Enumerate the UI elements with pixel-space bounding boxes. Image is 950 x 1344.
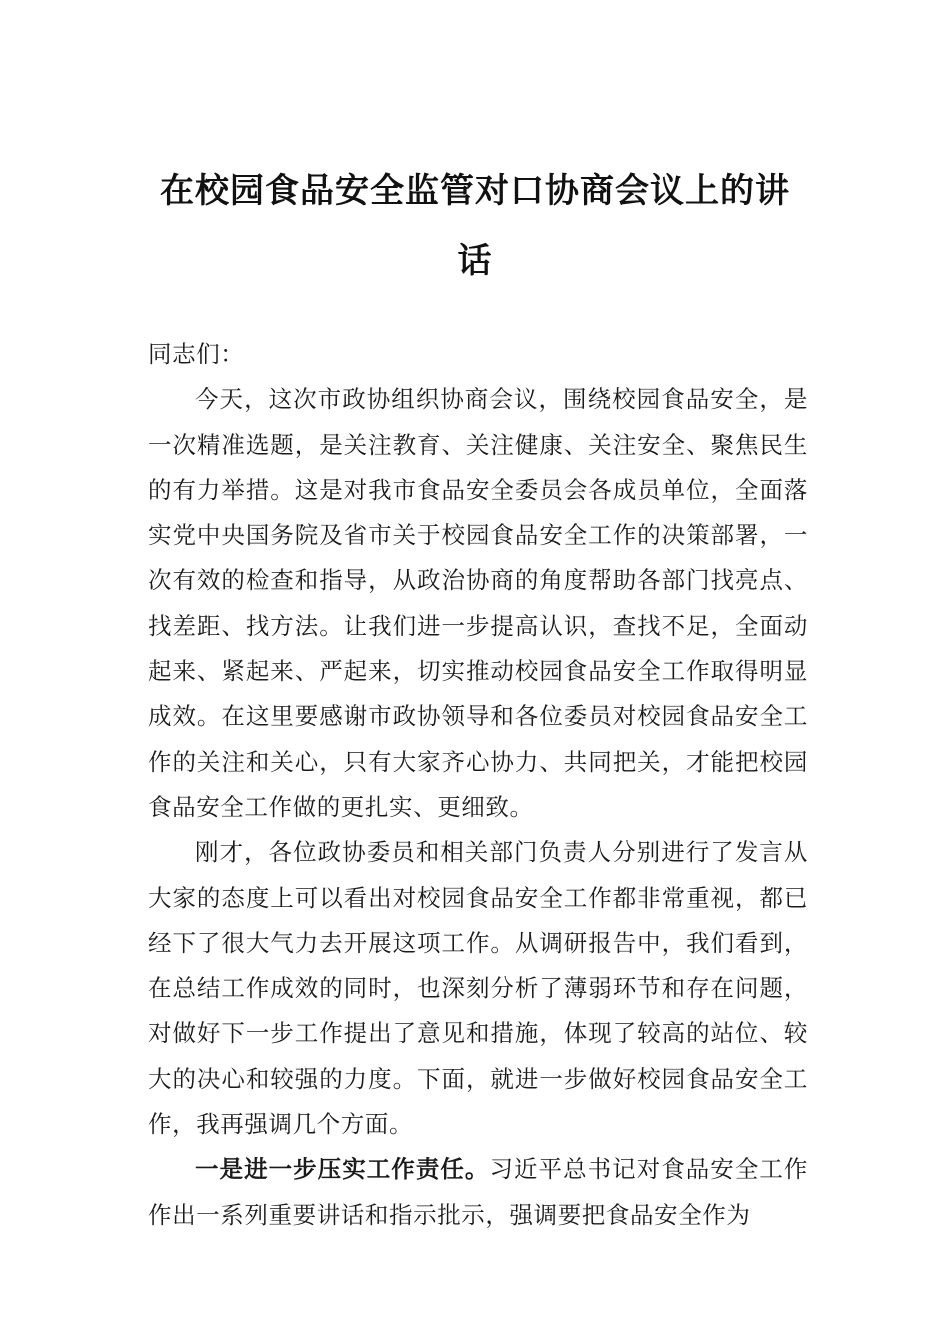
paragraph-feedback	[148, 830, 808, 1147]
paragraph-text: 习近平总书记对食品安全工作作出一系列重要讲话和指示批示，强调要把食品安全作为	[148, 1155, 808, 1229]
paragraph-text: 今天，这次市政协组织协商会议，围绕校园食品安全，是一次精准选题，是关注教育、关注健康、关注安全、聚焦民生的有力举措。这是对我市食品安全委员会各成员单位，全面落实党中央国务院及省市关于校园食品安全工作的决策部署，一次有效的检查和指导，从政治协商的角度帮助各部门找亮点、找差距、找方法。让我们进一步提高认识，查找不足，全面动起来、紧起来、严起来，切实推动校园食品安全工作取得明显成效。在这里要感谢市政协领导和各位委员对校园食品安全工作的关注和关心，只有大家齐心协力、共同把关，才能把校园食品安全工作做的更扎实、更细致。	[148, 385, 808, 821]
paragraph-point-one	[148, 1147, 808, 1238]
paragraph-text: 刚才，各位政协委员和相关部门负责人分别进行了发言从大家的态度上可以看出对校园食品安全工作都非常重视，都已经下了很大气力去开展这项工作。从调研报告中，我们看到，在总结工作成效的同时，也深刻分析了薄弱环节和存在问题，对做好下一步工作提出了意见和措施，体现了较高的站位、较大的决心和较强的力度。下面，就进一步做好校园食品安全工作，我再强调几个方面。	[148, 838, 808, 1139]
paragraph-opening	[148, 377, 808, 830]
paragraph-lead-heading: 一是进一步压实工作责任。	[195, 1155, 490, 1184]
salutation: 同志们：	[148, 340, 245, 368]
document-title: 在校园食品安全监管对口协商会议上的讲话	[160, 171, 790, 281]
document-body	[148, 332, 808, 1238]
